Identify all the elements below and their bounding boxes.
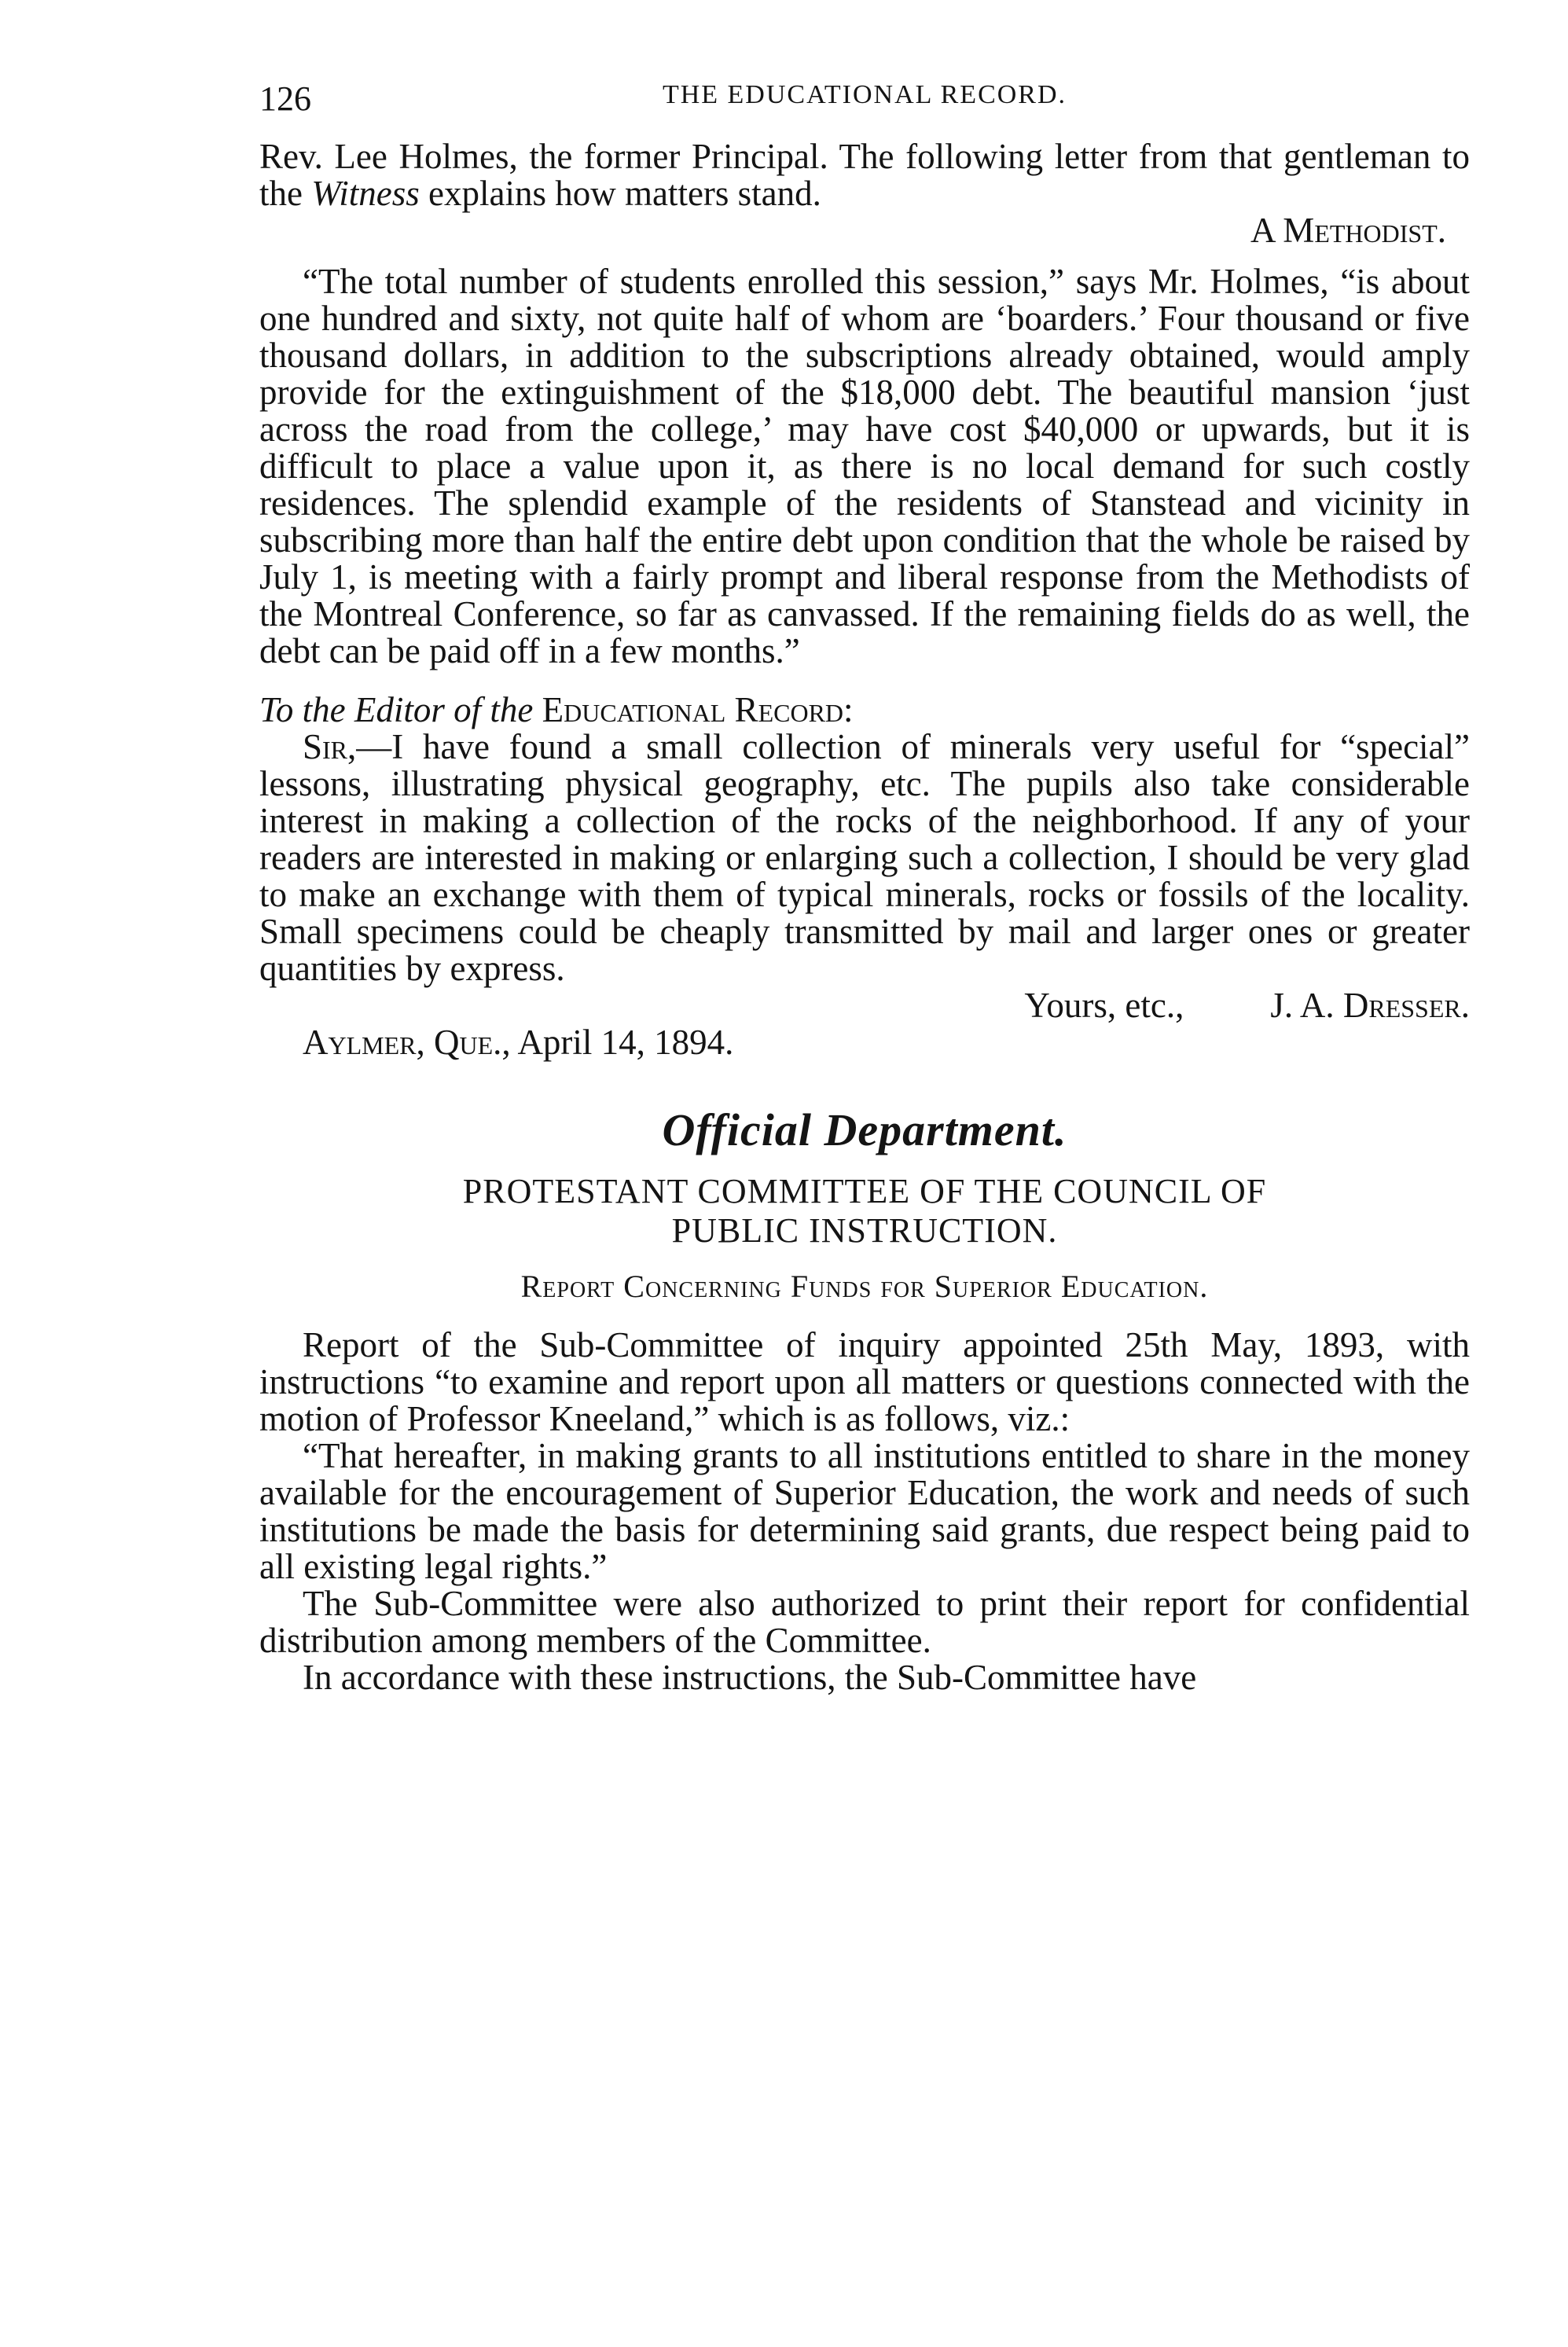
witness-title: Witness — [311, 174, 420, 213]
dresser-letter-body: Sir,—I have found a small collection of minerals very useful for “special” lessons, illustrating physical geography, etc. The pupils also take considerable interest in making a collection of the rocks of the neighborhood. If any of your readers are interested in making or enlarging such a collection, I should be very glad to make an exchange with them of typical minerals, rocks or fossils of the locality. Small specimens could be cheaply transmitted by mail and larger ones or greater quantities by express. — [259, 727, 1470, 988]
dateline-date: April 14, 1894. — [517, 1023, 734, 1062]
report-paragraph-3: The Sub-Committee were also authorized to print their report for confidential distribution among members of the Committee. — [259, 1584, 1470, 1660]
section-title: Official Department. — [662, 1104, 1067, 1155]
dateline — [259, 1024, 1470, 1061]
report-paragraph-1: Report of the Sub-Committee of inquiry appointed 25th May, 1893, with instructions “to examine and report upon all matters or questions connected with the motion of Professor Kneeland,” which is as follows, viz.: — [259, 1325, 1470, 1438]
letter-signature-methodist: A Methodist. — [1250, 211, 1446, 250]
page — [259, 79, 1470, 1696]
editor-address: To the Editor of the Educational Record: — [259, 690, 854, 729]
report-paragraph-4: In accordance with these instructions, the Sub-Committee have — [303, 1658, 1197, 1697]
letter-closing: Yours, etc., — [1024, 986, 1184, 1025]
page-header — [259, 79, 1470, 138]
running-title: THE EDUCATIONAL RECORD. — [662, 80, 1067, 109]
letter-closing-row — [259, 987, 1470, 1024]
page-number: 126 — [259, 79, 311, 118]
salutation: Sir, — [303, 727, 357, 766]
letter-signature-dresser: J. A. Dresser. — [1270, 986, 1470, 1025]
report-paragraph-2: “That hereafter, in making grants to all institutions entitled to share in the money available for the encouragement of Superior Education, the work and needs of such institutions be made the basis for determining said grants, due respect being paid to all existing legal rights.” — [259, 1436, 1470, 1586]
report-heading: Report Concerning Funds for Superior Education. — [520, 1269, 1209, 1304]
dateline-place: Aylmer, Que., — [303, 1023, 511, 1062]
letter-intro: Rev. Lee Holmes, the former Principal. The following letter from that gentleman to the Witness explains how matters stand. — [259, 137, 1470, 213]
holmes-quote: “The total number of students enrolled this session,” says Mr. Holmes, “is about one hundred and sixty, not quite half of whom are ‘boarders.’ Four thousand or five thousand dollars, in addition to the subscriptions already obtained, would amply provide for the extinguishment of the $18,000 debt. The beautiful mansion ‘just across the road from the college,’ may have cost $40,000 or upwards, but it is difficult to place a value upon it, as there is no local demand for such costly residences. The splendid example of the residents of Stanstead and vicinity in subscribing more than half the entire debt upon condition that the whole be raised by July 1, is meeting with a fairly prompt and liberal response from the Methodists of the Montreal Conference, so far as canvassed. If the remaining fields do as well, the debt can be paid off in a few months.” — [259, 262, 1470, 670]
committee-title: PROTESTANT COMMITTEE OF THE COUNCIL OF PUBLIC INSTRUCTION. — [462, 1172, 1267, 1250]
